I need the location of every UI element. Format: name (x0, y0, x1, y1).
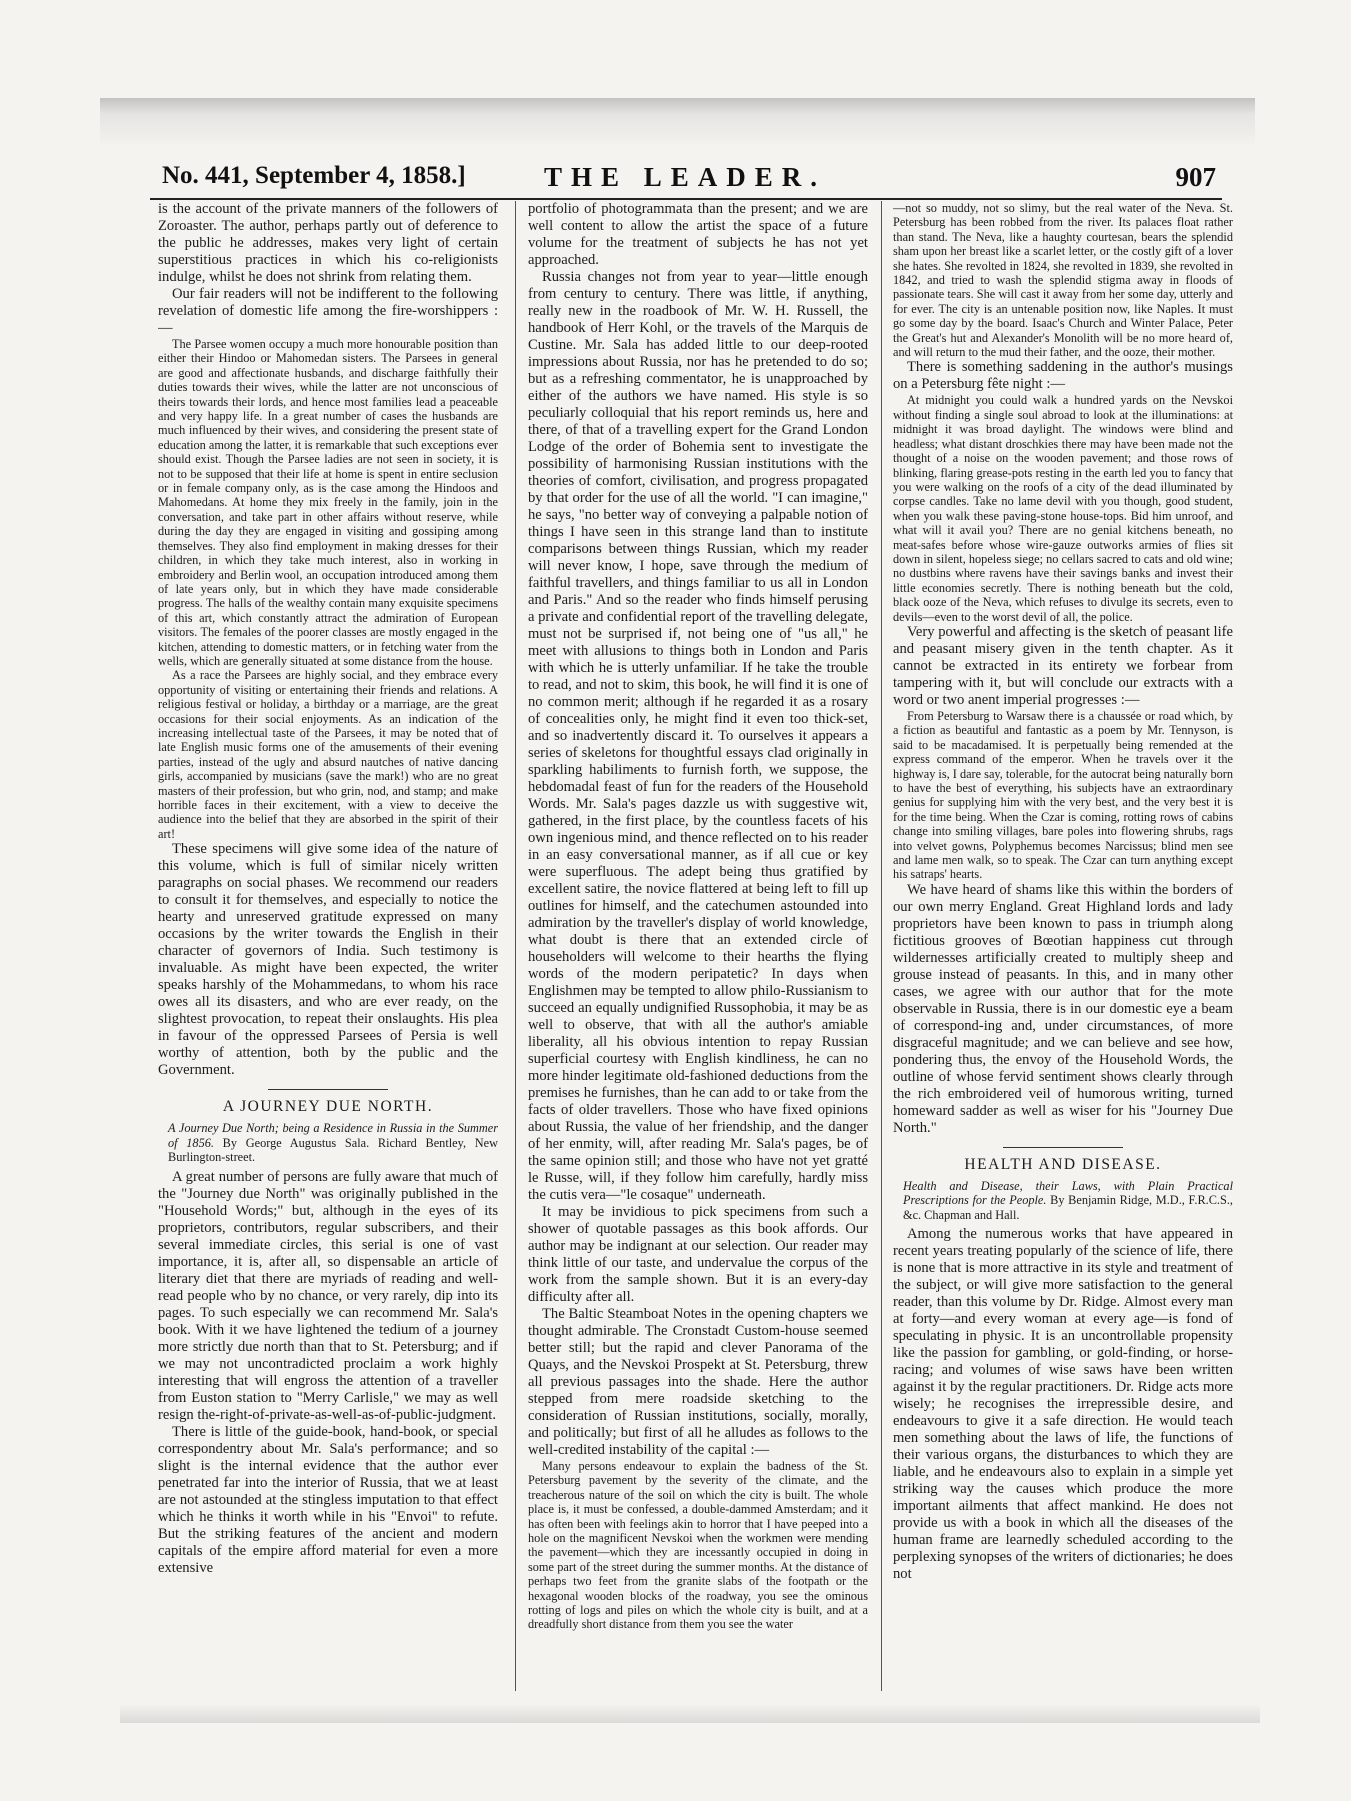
paragraph: The Baltic Steamboat Notes in the opening chapters we thought admirable. The Cronstadt Custom-house seemed better still; but the rapid and clever Panorama of the Quays, and the Nevskoi Prospekt at St. Petersburg, threw all previous passages into the shade. Here the author stepped from mere roadside sketching to the consideration of Russian institutions, socially, morally, and politically; but first of all he alludes as follows to the well-credited instability of the capital :— (528, 1306, 868, 1458)
paragraph: Our fair readers will not be indifferent to the following revelation of domestic life among the fire-worshippers :— (158, 286, 498, 336)
paragraph: is the account of the private manners of the followers of Zoroaster. The author, perhaps partly out of deference to the public he addresses, makes very light of certain superstitious practices in which his co-religionists indulge, whilst he does not shrink from relating them. (158, 201, 498, 285)
quotation: Many persons endeavour to explain the badness of the St. Petersburg pavement by the severity of the climate, and the treacherous nature of the soil on which the city is built. The whole place is, it must be confessed, a double-dammed Amsterdam; and it has often been with feelings akin to horror that I have peeped into a hole on the magnificent Nevskoi when the workmen were mending the pavement—which they are incessantly occupied in doing in some part of the street during the summer months. At the distance of perhaps two feet from the granite slabs of the footpath or the hexagonal wooden blocks of the roadway, you see the ominous rotting of logs and piles on which the whole city is built, and at a dreadfully short distance from them you see the water (528, 1459, 868, 1632)
scan-shadow-bottom (120, 1705, 1260, 1723)
book-reference (893, 1179, 1233, 1223)
page-number: 907 (1175, 162, 1216, 192)
paragraph: There is something saddening in the author's musings on a Petersburg fête night :— (893, 359, 1233, 393)
column-divider (515, 201, 516, 1691)
column-3 (893, 201, 1233, 1701)
book-title: A Journey Due North; being a Residence in Russia in the Summer of 1856. (168, 1121, 498, 1150)
paragraph: There is little of the guide-book, hand-book, or special correspondentry about Mr. Sala's performance; and so slight is the internal evidence that the author ever penetrated far into the interior of Russia, that we at least are not astounded at the stingless imputation to that effect which he thinks it worth while in his "Envoi" to refute. But the striking features of the ancient and modern capitals of the empire afford material for even a more extensive (158, 1423, 498, 1576)
newspaper-title: THE LEADER. (543, 162, 827, 192)
masthead-rule (150, 198, 1222, 200)
quotation: The Parsee women occupy a much more honourable position than either their Hindoo or Mahomedan sisters. The Parsees in general are good and affectionate husbands, and discharge faithfully their duties towards their wives, while the latter are not unconscious of theirs towards their lords, and hence most families lead a peaceable and very happy life. In a great number of cases the husbands are much influenced by their wives, and considering the present state of education among the latter, it is remarkable that such exceptions ever should exist. Though the Parsee ladies are not seen in society, it is not to be supposed that their life at home is spent in entire seclusion or in female company only, as is the case among the Hindoos and Mahomedans. At home they mix freely in the family, join in the conversation, and take part in other affairs without reserve, while during the day they are engaged in visiting and gossiping among themselves. They also find employment in making dresses for their children, in which they take much interest, also in working in embroidery and Berlin wool, an occupation introduced among them of late years only, but in which they have made considerable progress. The halls of the wealthy contain many exquisite specimens of this art, which constantly attract the admiration of European visitors. The females of the poorer classes are mostly engaged in the kitchen, attending to domestic matters, or in fetching water from the wells, which are generally situated at some distance from the house. (158, 337, 498, 668)
section-rule (1003, 1147, 1123, 1148)
book-reference (158, 1121, 498, 1165)
paragraph: portfolio of photogrammata than the present; and we are well content to allow the artist the space of a future volume for the treatment of subjects he has not yet approached. (528, 201, 868, 268)
paragraph: We have heard of shams like this within the borders of our own merry England. Great Highland lords and lady proprietors have been known to pass in triumph along fictitious grooves of Bœotian happiness cut through wildernesses artificially created to multiply sheep and grouse instead of peasants. In this, and in many other cases, we agree with our author that for the mote observable in Russia, there is in our domestic eye a beam of correspond-ing and, under circumstances, of more disgraceful magnitude; and we can believe and see how, pondering thus, the envoy of the Household Words, the outline of whose fervid sentiment shows clearly through the rich embroidered veil of humorous writing, turned homeward sadder as well as wiser for his "Journey Due North." (893, 881, 1233, 1136)
section-rule (268, 1089, 388, 1090)
paragraph: These specimens will give some idea of the nature of this volume, which is full of similar nicely written paragraphs on social phases. We recommend our readers to consult it for themselves, and especially to notice the hearty and unreserved gratitude expressed on many occasions by the writer towards the English in their character of governors of India. Such testimony is invaluable. As might have been expected, the writer speaks harshly of the Mohammedans, to whom his race owes all its disasters, and who are ever ready, on the slightest provocation, to repeat their onslaughts. His plea in favour of the oppressed Parsees of Persia is well worthy of attention, both by the public and the Government. (158, 841, 498, 1079)
book-publisher: By Benjamin Ridge, M.D., F.R.C.S., &c. Chapman and Hall. (903, 1193, 1233, 1222)
scan-shadow-top (100, 98, 1255, 144)
quotation: From Petersburg to Warsaw there is a chaussée or road which, by a fiction as beautiful and fantastic as a poem by Mr. Tennyson, is said to be macadamised. It is perpetually being remended at the express command of the emperor. When he travels over it the highway is, I dare say, tolerable, for the autocrat being naturally born to have the best of everything, his subjects have an extraordinary genius for supplying him with the very best, and the very best it is for the time being. When the Czar is coming, rotting rows of cabins change into smiling villages, bare poles into flowering shrubs, rags into velvet gowns, Polyphemus becomes Narcissus; blind men see and lame men walk, so to speak. The Czar can turn anything except his satraps' hearts. (893, 708, 1233, 882)
book-publisher: By George Augustus Sala. Richard Bentley, New Burlington-street. (168, 1135, 498, 1165)
article-heading: A JOURNEY DUE NORTH. (222, 1098, 434, 1116)
paragraph: A great number of persons are fully aware that much of the "Journey due North" was originally published in the "Household Words;" but, although in the eyes of its proprietors, contributors, regular subscribers, and their several immediate circles, this serial is one of vast importance, it is, after all, so dispensable an article of literary diet that there are myriads of reading and well-read people who by no chance, or very rarely, dip into its pages. To such especially we can recommend Mr. Sala's book. With it we have lightened the tedium of a journey more strictly due north than that to St. Petersburg; and if we may not uncontradicted proclaim a work highly interesting that will engross the attention of a traveller from Euston station to "Merry Carlisle," we may as well resign the-right-of-private-as-well-as-of-public-judgment. (158, 1168, 498, 1423)
masthead (150, 162, 1222, 198)
paragraph: Very powerful and affecting is the sketch of peasant life and peasant misery given in the tenth chapter. As it cannot be extracted in its entirety we forbear from tampering with it, but will conclude our extracts with a word or two anent imperial progresses :— (893, 623, 1233, 708)
quotation: At midnight you could walk a hundred yards on the Nevskoi without finding a single soul abroad to look at the illuminations: at midnight it was broad daylight. The windows were blind and headless; what distant droschkies there may have been made not the thought of a noise on the wooden pavement; and those rows of blinking, flaring grease-pots resting in the earth led you to fancy that you were walking on the roofs of a city of the dead illuminated by corpse candles. Take no lame devil with you though, good student, when you walk these paving-stone house-tops. Bid him unroof, and what will it avail you? There are no genial kitchens beneath, no meat-safes before whose wire-gauze outworks armies of flies sit down in silent, hopeless siege; no cellars sacred to cats and old wine; no dustbins where ravens have their savings banks and invest their little economies secretly. There is nothing beneath but the cold, black ooze of the Neva, which refuses to divulge its secrets, even to devils—even to the worst devil of all, the police. (893, 393, 1233, 624)
paragraph: Russia changes not from year to year—little enough from century to century. There was little, if anything, really new in the roadbook of Mr. W. H. Russell, the handbook of Herr Kohl, or the travels of the Marquis de Custine. Mr. Sala has added little to our deep-rooted impressions about Russia, nor has he pretended to do so; but as a refreshing commentator, he is unapproached by either of the authors we have named. His style is so peculiarly colloquial that his report reminds us, here and there, of that of a travelling expert for the Grand London Lodge of the order of Bohemia sent to investigate the possibility of harmonising Russian institutions with the theories of comfort, civilisation, and progress propagated by that order for the use of all the world. "I can imagine," he says, "no better way of conveying a palpable notion of things I have seen in this strange land than to institute comparisons between things Russian, which my reader will never know, I hope, save through the medium of faithful travellers, and things familiar to us all in London and Paris." And so the reader who finds himself perusing a private and confidential report of the travelling delegate, must not be surprised if, not being one of "us all," he meet with allusions to things both in London and Paris with which he is utterly unfamiliar. If he take the trouble to read, and not to skim, this book, he will find it is one of no common merit; although if he regarded it as a rosary of concealities only, he might find it even too thick-set, and so inadvertently discard it. To ourselves it appears a series of skeletons for thoughtful essays clad originally in sparkling habiliments to furnish forth, we suppose, the hebdomadal feast of fun for the readers of the Household Words. Mr. Sala's pages dazzle us with suggestive wit, gathered, in the first place, by the countless facets of his own ingenious mind, and thence reflected on to his reader in an easy conversational manner, as if all cue or key were superfluous. The adept being thus gratified by excellent satire, the novice flattered at being left to fill up outlines for himself, and the catechumen astounded into admiration by the traveller's display of world knowledge, what doubt is there that an extended circle of householders will welcome to their hearths the flying words of the modern peripatetic? In days when Englishmen may be tempted to allow philo-Russianism to succeed an equally undignified Russophobia, it may be as well to observe, that with all the author's amiable liberality, all his obvious intention to repay Russian superficial courtesy with English kindliness, he can no more hinder legitimate old-fashioned deductions from the premises he furnishes, than he can add to or take from the facts of older travellers. Those who have fixed opinions about Russia, the value of her friendship, and the danger of her enmity, will, after reading Mr. Sala's pages, be of the same opinion still; and those who have not yet gratté le Russe, will, if they follow him carefully, hardly miss the cutis vera—"le cosaque" underneath. (528, 269, 868, 1203)
column-divider (881, 201, 882, 1691)
issue-date: No. 441, September 4, 1858.] (162, 162, 466, 189)
quotation: As a race the Parsees are highly social, and they embrace every opportunity of visiting or entertaining their friends and relations. A religious festival or holiday, a birthday or a marriage, are the great occasions for their social enjoyments. As an indication of the increasing intellectual taste of the Parsees, it may be noted that of late English music forms one of the amusements of their evening parties, instead of the ugly and absurd nautches of native dancing girls, accompanied by musicians (save the mark!) who are no great masters of their profession, but who grin, nod, and stamp; and make horrible faces in their excitement, with a view to deceive the audience into the belief that they are absorbed in the spirit of their art! (158, 668, 498, 841)
paragraph: Among the numerous works that have appeared in recent years treating popularly of the science of life, there is none that is more attractive in its style and treatment of the subject, or will give more satisfaction to the general reader, than this volume by Dr. Ridge. Almost every man at forty—and every woman at every age—is fond of speculating in physic. It is an uncontrollable propensity like the passion for gambling, or gold-finding, or horse-racing; and volumes of wise saws have been written against it by the regular practitioners. Dr. Ridge acts more wisely; he recognises the irrepressible desire, and endeavours to give it a safe direction. He would teach men something about the laws of life, the functions of their various organs, the disturbances to which they are liable, and he endeavours also to explain in a simple yet striking way the causes which produce the more important ailments that affect mankind. He does not provide us with a book in which all the diseases of the human frame are learnedly scheduled according to the perplexing synopses of the writers of dictionaries; he does not (893, 1226, 1233, 1583)
quotation: —not so muddy, not so slimy, but the real water of the Neva. St. Petersburg has been robbed from the river. Its palaces float rather than stand. The Neva, like a haughty courtesan, bears the splendid sham upon her breast like a scarlet letter, or the costly gift of a lover she hates. She revolted in 1824, she revolted in 1839, she revolted in 1842, and tried to wash the splendid stigma away in floods of passionate tears. She will cast it away from her some day, utterly and for ever. The city is an untenable position now, like Naples. It must go some day by the board. Isaac's Church and Winter Palace, Peter the Great's hut and Alexander's Monolith will be no more heard of, and will return to the mud their father, and the ooze, their mother. (893, 201, 1233, 360)
article-heading: HEALTH AND DISEASE. (964, 1155, 1162, 1173)
column-1 (158, 201, 498, 1701)
paragraph: It may be invidious to pick specimens from such a shower of quotable passages as this book affords. Our author may be indignant at our selection. Our reader may think little of our taste, and undervalue the corpus of the work from the sample shown. But it is an every-day difficulty after all. (528, 1204, 868, 1305)
book-title: Health and Disease, their Laws, with Plain Practical Prescriptions for the People. (903, 1178, 1233, 1208)
column-2 (528, 201, 868, 1701)
